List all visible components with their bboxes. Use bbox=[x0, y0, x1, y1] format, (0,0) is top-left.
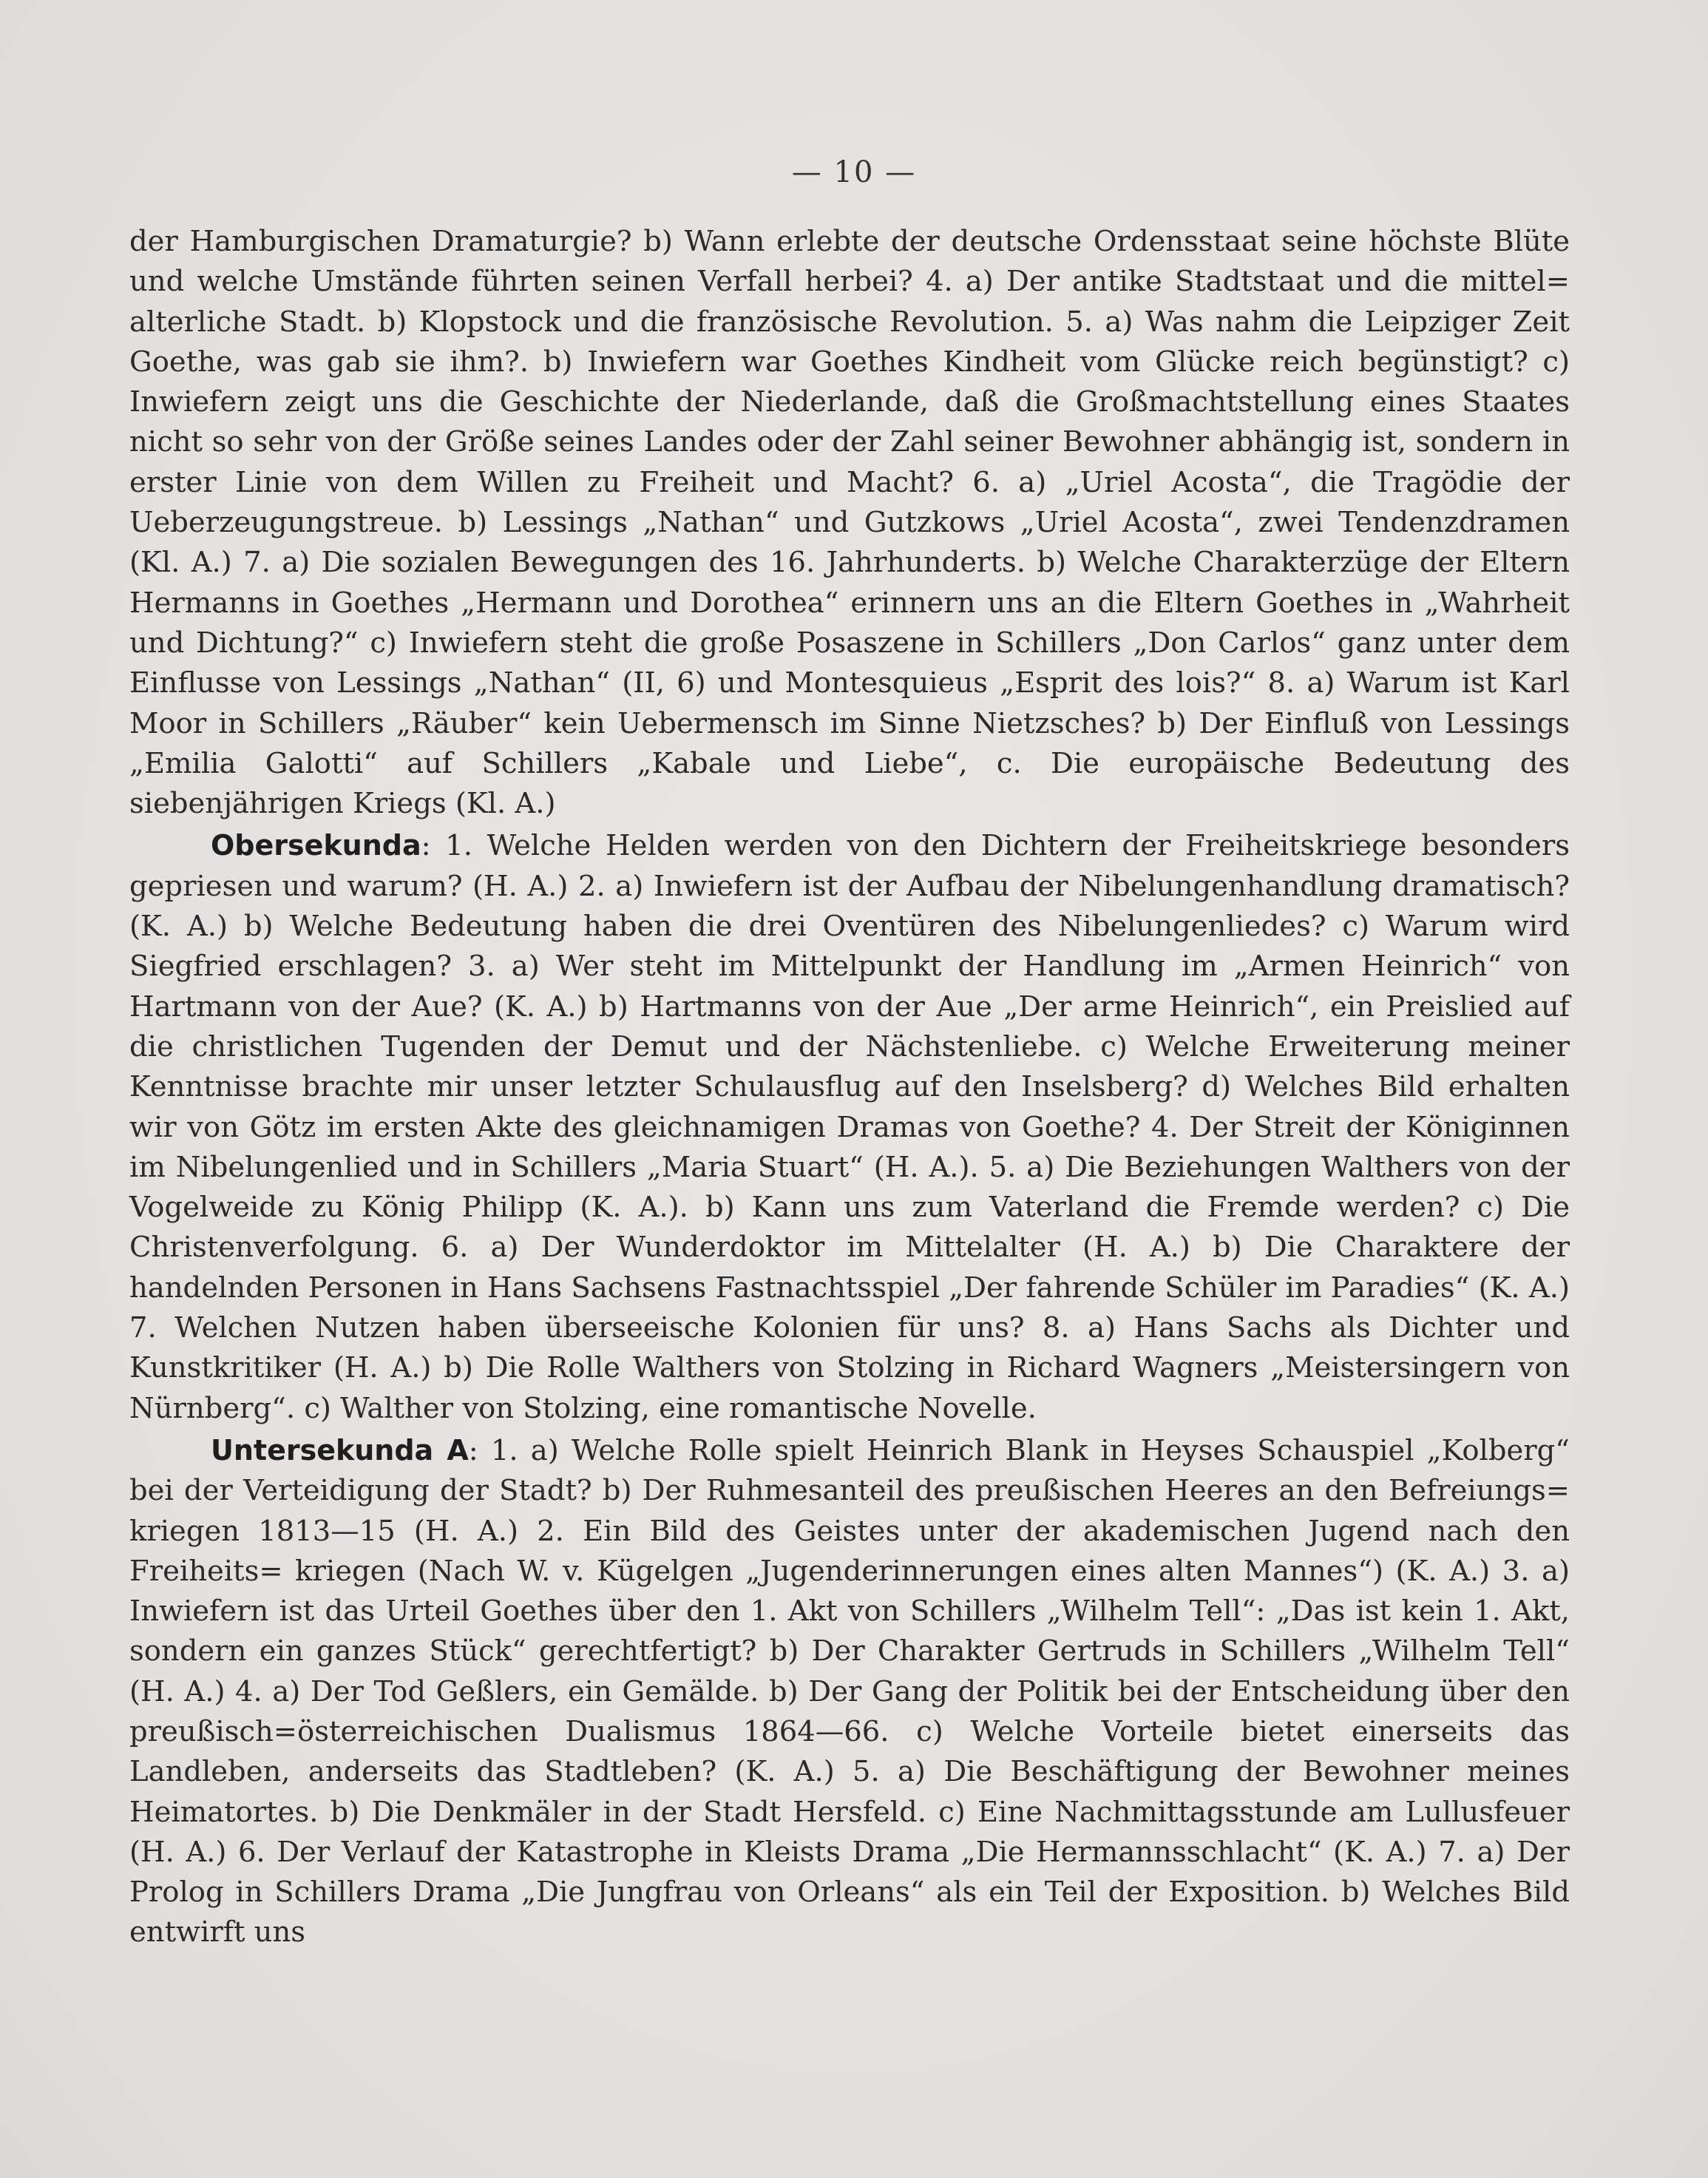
untersekunda-heading: Untersekunda A bbox=[211, 1433, 469, 1467]
body-text bbox=[129, 222, 1570, 1953]
untersekunda-paragraph bbox=[129, 1430, 1570, 1953]
obersekunda-paragraph bbox=[129, 825, 1570, 1428]
untersekunda-separator: : bbox=[468, 1433, 491, 1467]
obersekunda-text: 1. Welche Helden werden von den Dichtern der Freiheitskriege besonders gepriesen und warum? (H. A.) 2. a) Inwiefern ist der Aufbau der Nibelungenhandlung dramatisch? (K. A.) b) Welche Bedeutung haben die drei Oventüren des Nibelungenliedes? c) Warum wird Siegfried erschlagen? 3. a) Wer steht im Mittelpunkt der Handlung im „Armen Heinrich“ von Hartmann von der Aue? (K. A.) b) Hartmanns von der Aue „Der arme Heinrich“, ein Preislied auf die christlichen Tugenden der Demut und der Nächstenliebe. c) Welche Erweiterung meiner Kenntnisse brachte mir unser letzter Schulausflug auf den Inselsberg? d) Welches Bild erhalten wir von Götz im ersten Akte des gleichnamigen Dramas von Goethe? 4. Der Streit der Königinnen im Nibelungenlied und in Schillers „Maria Stuart“ (H. A.). 5. a) Die Beziehungen Walthers von der Vogelweide zu König Philipp (K. A.). b) Kann uns zum Vaterland die Fremde werden? c) Die Christenverfolgung. 6. a) Der Wunderdoktor im Mittelalter (H. A.) b) Die Charaktere der handelnden Personen in Hans Sachsens Fastnachtsspiel „Der fahrende Schüler im Paradies“ (K. A.) 7. Welchen Nutzen haben überseeische Kolonien für uns? 8. a) Hans Sachs als Dichter und Kunstkritiker (H. A.) b) Die Rolle Walthers von Stolzing in Richard Wagners „Meistersingern von Nürnberg“. c) Walther von Stolzing, eine romantische Novelle. bbox=[129, 829, 1570, 1425]
continuation-paragraph: der Hamburgischen Dramaturgie? b) Wann erlebte der deutsche Ordensstaat seine höchste Blüte und welche Umstände führten seinen Verfall herbei? 4. a) Der antike Stadtstaat und die mittel= alterliche Stadt. b) Klopstock und die französische Revolution. 5. a) Was nahm die Leipziger Zeit Goethe, was gab sie ihm?. b) Inwiefern war Goethes Kindheit vom Glücke reich begünstigt? c) Inwiefern zeigt uns die Geschichte der Niederlande, daß die Großmachtstellung eines Staates nicht so sehr von der Größe seines Landes oder der Zahl seiner Bewohner abhängig ist, sondern in erster Linie von dem Willen zu Freiheit und Macht? 6. a) „Uriel Acosta“, die Tragödie der Ueberzeugungstreue. b) Lessings „Nathan“ und Gutzkows „Uriel Acosta“, zwei Tendenzdramen (Kl. A.) 7. a) Die sozialen Bewegungen des 16. Jahrhunderts. b) Welche Charakterzüge der Eltern Hermanns in Goethes „Hermann und Dorothea“ erinnern uns an die Eltern Goethes in „Wahrheit und Dichtung?“ c) Inwiefern steht die große Posaszene in Schillers „Don Carlos“ ganz unter dem Einflusse von Lessings „Nathan“ (II, 6) und Montesquieus „Esprit des lois?“ 8. a) Warum ist Karl Moor in Schillers „Räuber“ kein Uebermensch im Sinne Nietzsches? b) Der Einfluß von Lessings „Emilia Galotti“ auf Schillers „Kabale und Liebe“, c. Die europäische Bedeutung des siebenjährigen Kriegs (Kl. A.) bbox=[129, 225, 1570, 821]
page-number: — 10 — bbox=[791, 155, 917, 189]
obersekunda-separator: : bbox=[421, 829, 446, 863]
untersekunda-text: 1. a) Welche Rolle spielt Heinrich Blank in Heyses Schauspiel „Kolberg“ bei der Verteidigung der Stadt? b) Der Ruhmesanteil des preußischen Heeres an den Befreiungs= kriegen 1813—15 (H. A.) 2. Ein Bild des Geistes unter der akademischen Jugend nach den Freiheits= kriegen (Nach W. v. Kügelgen „Jugenderinnerungen eines alten Mannes“) (K. A.) 3. a) Inwiefern ist das Urteil Goethes über den 1. Akt von Schillers „Wilhelm Tell“: „Das ist kein 1. Akt, sondern ein ganzes Stück“ gerechtfertigt? b) Der Charakter Gertruds in Schillers „Wilhelm Tell“ (H. A.) 4. a) Der Tod Geßlers, ein Gemälde. b) Der Gang der Politik bei der Entscheidung über den preußisch=österreichischen Dualismus 1864—66. c) Welche Vorteile bietet einerseits das Landleben, anderseits das Stadtleben? (K. A.) 5. a) Die Beschäftigung der Bewohner meines Heimatortes. b) Die Denkmäler in der Stadt Hersfeld. c) Eine Nachmittagsstunde am Lullusfeuer (H. A.) 6. Der Verlauf der Katastrophe in Kleists Drama „Die Hermannsschlacht“ (K. A.) 7. a) Der Prolog in Schillers Drama „Die Jungfrau von Orleans“ als ein Teil der Exposition. b) Welches Bild entwirft uns bbox=[129, 1433, 1570, 1949]
obersekunda-heading: Obersekunda bbox=[211, 829, 421, 862]
